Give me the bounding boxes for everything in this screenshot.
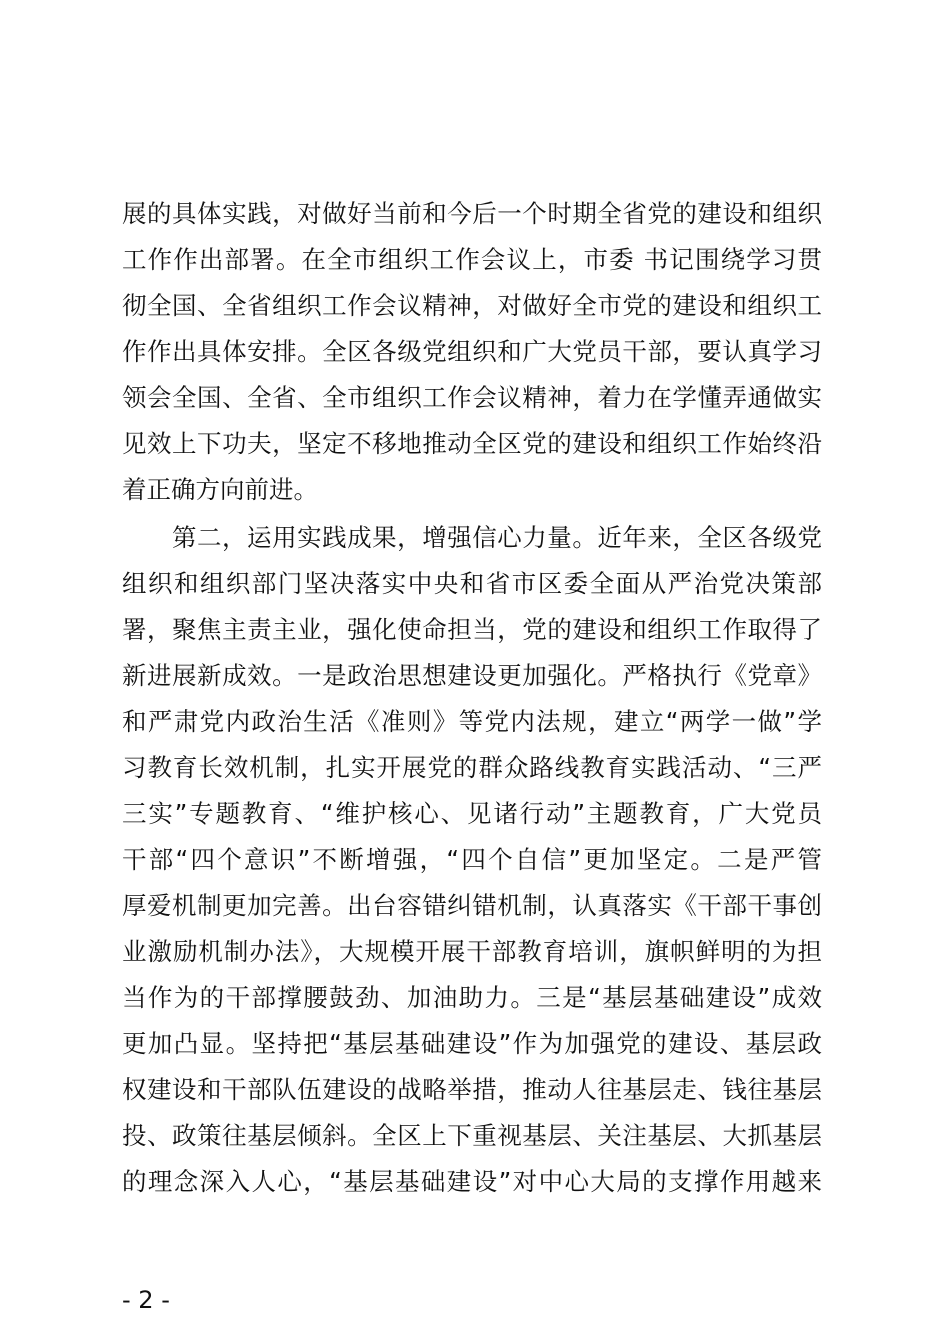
page-number: - 2 - [122, 1286, 170, 1314]
paragraph-2-line-1: 第二，运用实践成果，增强信心力量。近年来，全区各级党 [172, 523, 822, 552]
paragraph-2-line-5: 和严肃党内政治生活《准则》等党内法规，建立“两学一做”学 [122, 707, 822, 736]
paragraph-2-line-4: 新进展新成效。一是政治思想建设更加强化。严格执行《党章》 [122, 661, 822, 690]
body-line-6: 见效上下功夫，坚定不移地推动全区党的建设和组织工作始终沿 [122, 429, 822, 458]
paragraph-2-line-15: 的理念深入人心，“基层基础建设”对中心大局的支撑作用越来 [122, 1167, 822, 1196]
paragraph-2-line-9: 厚爱机制更加完善。出台容错纠错机制，认真落实《干部干事创 [122, 891, 822, 920]
paragraph-2-line-7: 三实”专题教育、“维护核心、见诸行动”主题教育，广大党员 [122, 799, 822, 828]
body-line-1: 展的具体实践，对做好当前和今后一个时期全省党的建设和组织 [122, 199, 822, 228]
body-line-4: 作作出具体安排。全区各级党组织和广大党员干部，要认真学习 [122, 337, 822, 366]
paragraph-2-line-11: 当作为的干部撑腰鼓劲、加油助力。三是“基层基础建设”成效 [122, 983, 822, 1012]
body-line-2: 工作作出部署。在全市组织工作会议上，市委 书记围绕学习贯 [122, 245, 822, 274]
paragraph-2-line-2: 组织和组织部门坚决落实中央和省市区委全面从严治党决策部 [122, 569, 822, 598]
paragraph-2-line-12: 更加凸显。坚持把“基层基础建设”作为加强党的建设、基层政 [122, 1029, 822, 1058]
paragraph-2-line-6: 习教育长效机制，扎实开展党的群众路线教育实践活动、“三严 [122, 753, 822, 782]
paragraph-2-line-10: 业激励机制办法》，大规模开展干部教育培训，旗帜鲜明的为担 [122, 937, 822, 966]
body-line-3: 彻全国、全省组织工作会议精神，对做好全市党的建设和组织工 [122, 291, 822, 320]
paragraph-2-line-8: 干部“四个意识”不断增强，“四个自信”更加坚定。二是严管 [122, 845, 822, 874]
body-line-7: 着正确方向前进。 [122, 475, 318, 504]
paragraph-2-line-3: 署，聚焦主责主业，强化使命担当，党的建设和组织工作取得了 [122, 615, 822, 644]
body-line-5: 领会全国、全省、全市组织工作会议精神，着力在学懂弄通做实 [122, 383, 822, 412]
paragraph-2-line-14: 投、政策往基层倾斜。全区上下重视基层、关注基层、大抓基层 [122, 1121, 822, 1150]
paragraph-2-line-13: 权建设和干部队伍建设的战略举措，推动人往基层走、钱往基层 [122, 1075, 822, 1104]
